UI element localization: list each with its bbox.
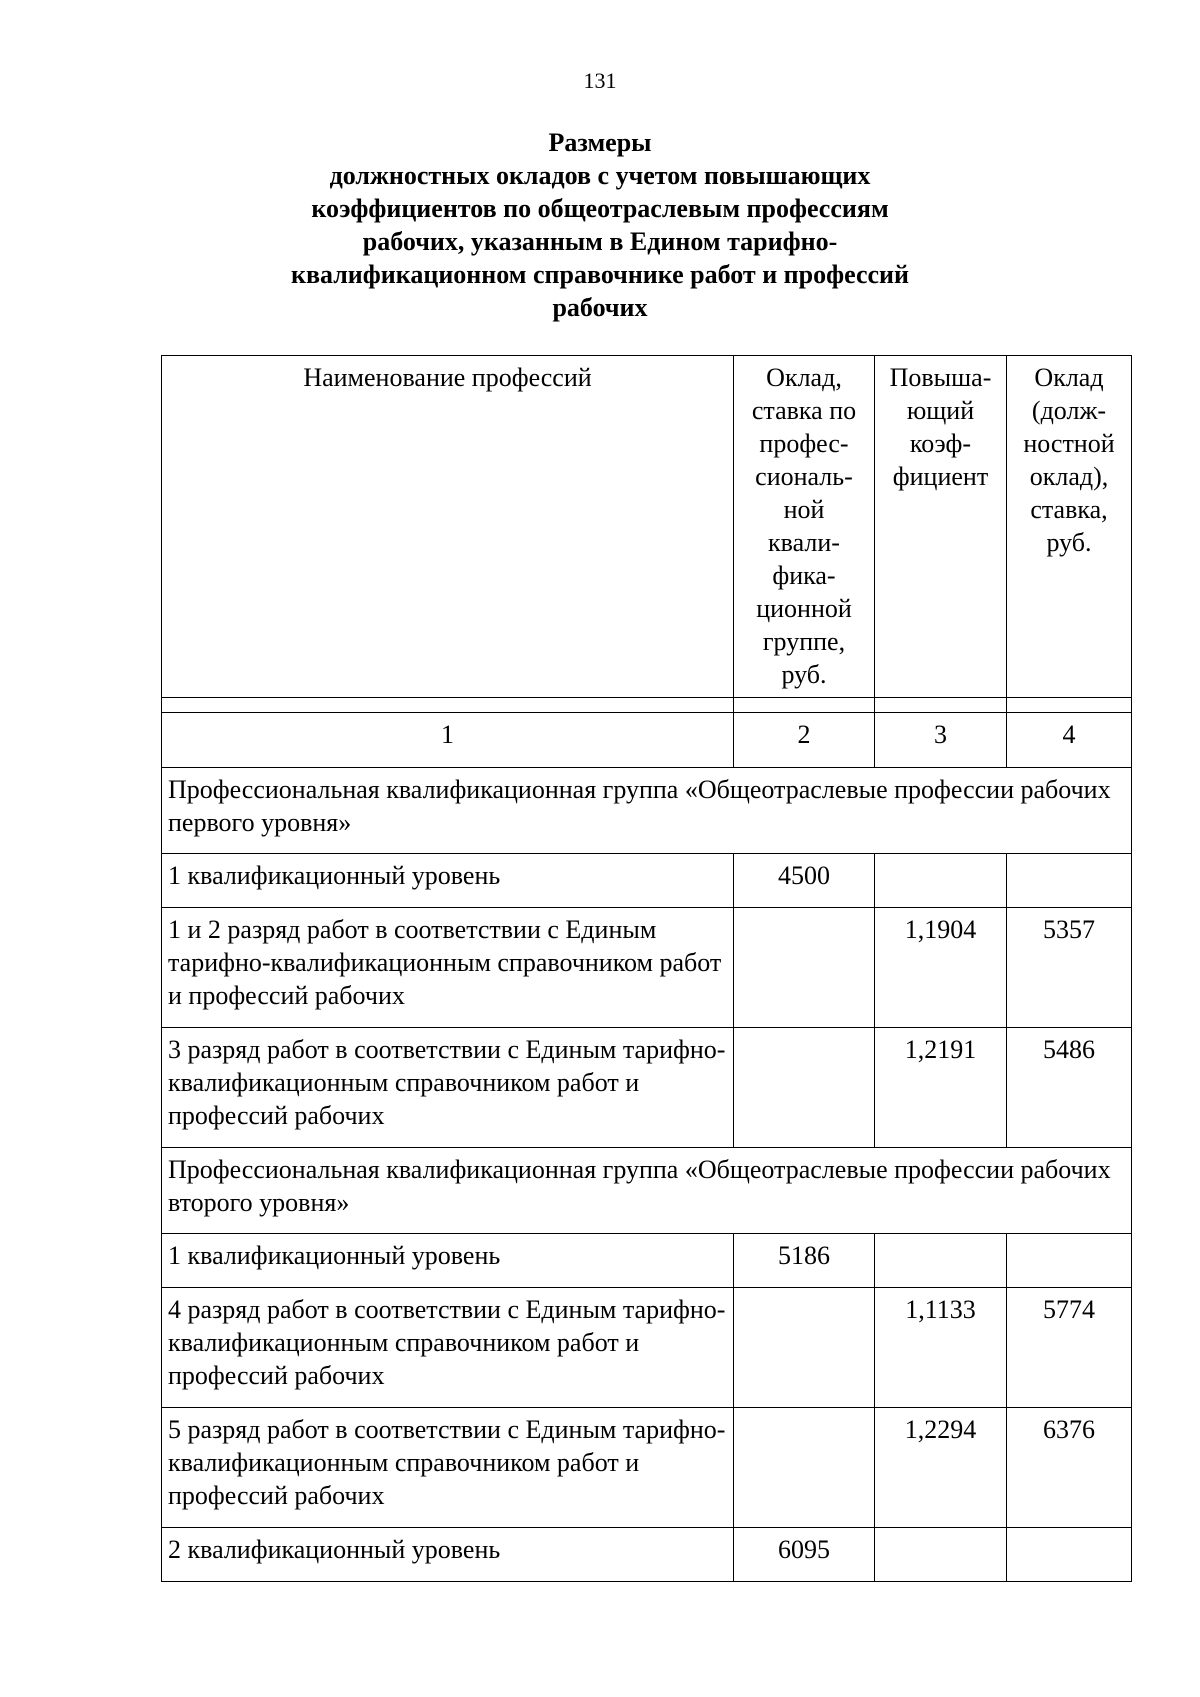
row-base-salary: 4500 [734, 854, 875, 908]
column-number: 4 [1007, 713, 1132, 768]
table-row [162, 1028, 1132, 1148]
group-row [162, 768, 1132, 854]
row-coefficient [875, 1234, 1007, 1288]
row-coefficient: 1,2294 [875, 1408, 1007, 1528]
document-title [150, 126, 1050, 324]
row-coefficient [875, 1528, 1007, 1582]
row-salary: 5357 [1007, 908, 1132, 1028]
row-salary: 6376 [1007, 1408, 1132, 1528]
row-salary [1007, 1528, 1132, 1582]
header-profession-name: Наименование профессий [162, 356, 734, 698]
header-base-salary: Оклад, ставка по профес- сиональ- ной квали- фика- ционной группе, руб. [734, 356, 875, 698]
row-name: 4 разряд работ в соответствии с Единым тарифно-квалификационным справочником работ и профессий рабочих [162, 1288, 734, 1408]
row-base-salary [734, 1408, 875, 1528]
header-coefficient: Повыша- ющий коэф- фициент [875, 356, 1007, 698]
row-name: 3 разряд работ в соответствии с Единым тарифно-квалификационным справочником работ и профессий рабочих [162, 1028, 734, 1148]
table-row [162, 1408, 1132, 1528]
header-salary: Оклад (долж- ностной оклад), ставка, руб. [1007, 356, 1132, 698]
row-salary: 5486 [1007, 1028, 1132, 1148]
row-base-salary [734, 1028, 875, 1148]
title-line: рабочих, указанным в Едином тарифно- [362, 227, 838, 256]
row-base-salary [734, 1288, 875, 1408]
row-base-salary: 6095 [734, 1528, 875, 1582]
row-salary [1007, 1234, 1132, 1288]
group-title: Профессиональная квалификационная группа «Общеотраслевые профессии рабочих второго уровня» [162, 1148, 1132, 1234]
row-coefficient: 1,2191 [875, 1028, 1007, 1148]
group-row [162, 1148, 1132, 1234]
row-salary [1007, 854, 1132, 908]
column-number: 2 [734, 713, 875, 768]
group-title: Профессиональная квалификационная группа «Общеотраслевые профессии рабочих первого уровня» [162, 768, 1132, 854]
table-row [162, 1288, 1132, 1408]
table-row [162, 854, 1132, 908]
title-line: Размеры [548, 128, 652, 157]
row-coefficient [875, 854, 1007, 908]
table-row [162, 908, 1132, 1028]
row-base-salary: 5186 [734, 1234, 875, 1288]
title-line: должностных окладов с учетом повышающих [329, 161, 871, 190]
row-name: 1 квалификационный уровень [162, 854, 734, 908]
title-line: рабочих [552, 293, 648, 322]
column-number: 3 [875, 713, 1007, 768]
row-name: 1 и 2 разряд работ в соответствии с Единым тарифно-квалификационным справочником работ и профессий рабочих [162, 908, 734, 1028]
row-name: 1 квалификационный уровень [162, 1234, 734, 1288]
salary-table [161, 355, 1132, 1582]
row-name: 5 разряд работ в соответствии с Единым тарифно-квалификационным справочником работ и профессий рабочих [162, 1408, 734, 1528]
row-salary: 5774 [1007, 1288, 1132, 1408]
title-line: квалификационном справочнике работ и профессий [290, 260, 910, 289]
table-row [162, 1234, 1132, 1288]
row-base-salary [734, 908, 875, 1028]
table-header-row [162, 356, 1132, 698]
row-name: 2 квалификационный уровень [162, 1528, 734, 1582]
table-row [162, 1528, 1132, 1582]
column-number-row [162, 713, 1132, 768]
title-line: коэффициентов по общеотраслевым профессиям [311, 194, 889, 223]
row-coefficient: 1,1904 [875, 908, 1007, 1028]
row-coefficient: 1,1133 [875, 1288, 1007, 1408]
page-number: 131 [583, 68, 617, 93]
column-number: 1 [162, 713, 734, 768]
header-separator [162, 698, 1132, 713]
